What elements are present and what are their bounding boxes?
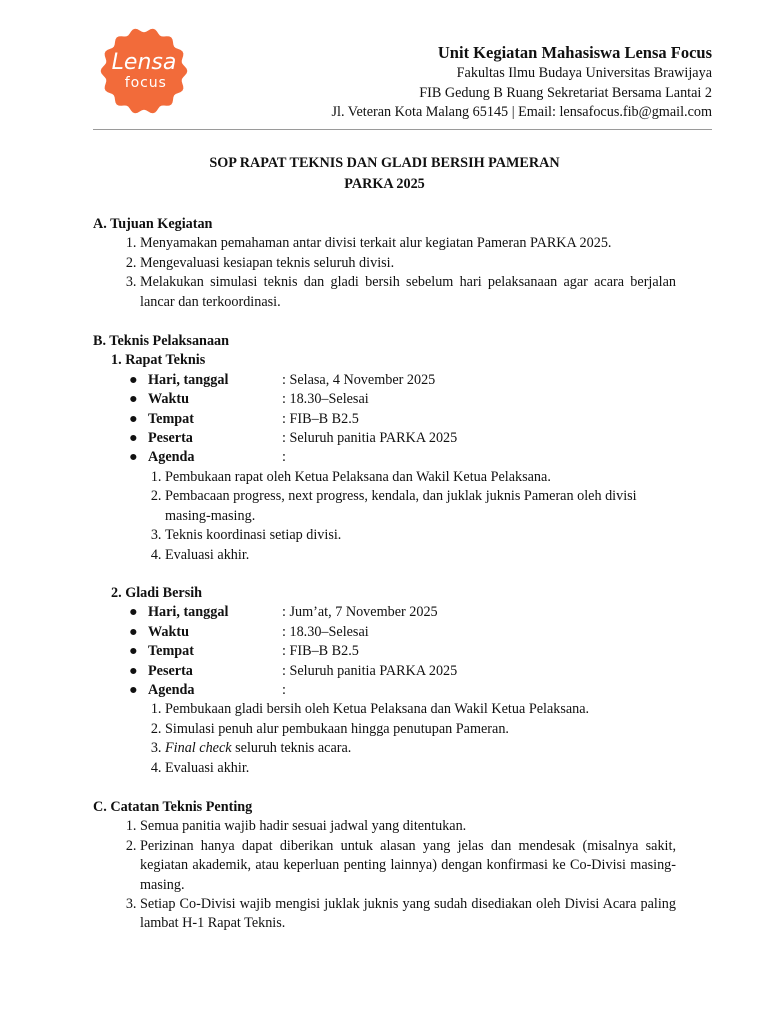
detail-label: Hari, tanggal xyxy=(148,371,229,388)
bullet-icon: ● xyxy=(129,643,138,660)
detail-item xyxy=(93,603,676,622)
subsection-heading-rapat: 1. Rapat Teknis xyxy=(111,352,206,369)
list-item: 1. Semua panitia wajib hadir sesuai jadwal yang ditentukan. xyxy=(140,817,676,836)
agenda-item: 4. Evaluasi akhir. xyxy=(165,546,676,565)
bullet-icon: ● xyxy=(129,410,138,427)
detail-item xyxy=(93,623,676,642)
detail-value: : FIB–B B2.5 xyxy=(282,410,359,427)
detail-value: : Seluruh panitia PARKA 2025 xyxy=(282,662,458,679)
faculty-line: Fakultas Ilmu Budaya Universitas Brawijaya xyxy=(456,65,712,81)
subsection-heading-gladi: 2. Gladi Bersih xyxy=(111,584,203,601)
section-heading: B. Teknis Pelaksanaan xyxy=(93,333,230,350)
gladi-agenda-list xyxy=(93,700,676,778)
building-line: FIB Gedung B Ruang Sekretariat Bersama Lantai 2 xyxy=(419,84,712,101)
title-line-2: PARKA 2025 xyxy=(344,176,425,192)
detail-value: : FIB–B B2.5 xyxy=(282,643,359,660)
objectives-list xyxy=(93,234,676,312)
agenda-item: 2. Simulasi penuh alur pembukaan hingga penutupan Pameran. xyxy=(165,720,676,739)
agenda-item: 2. Pembacaan progress, next progress, kendala, dan juklak juknis Pameran oleh divisi masing-masing. xyxy=(165,487,676,526)
detail-item xyxy=(93,371,676,390)
address-email-line: Jl. Veteran Kota Malang 65145 | Email: lensafocus.fib@gmail.com xyxy=(331,104,712,120)
detail-label: Tempat xyxy=(148,410,194,427)
notes-list xyxy=(93,817,676,933)
detail-item xyxy=(93,448,676,467)
document-title xyxy=(93,153,676,195)
header-divider xyxy=(93,129,712,130)
detail-label: Hari, tanggal xyxy=(148,604,229,621)
agenda-item: 1. Pembukaan gladi bersih oleh Ketua Pelaksana dan Wakil Ketua Pelaksana. xyxy=(165,700,676,719)
letterhead xyxy=(192,42,712,123)
list-item: 2. Perizinan hanya dapat diberikan untuk alasan yang jelas dan mendesak (misalnya sakit, kegiatan akademik, atau keperluan penting lainnya) dengan konfirmasi ke Co-Divisi masing-masing. xyxy=(140,837,676,895)
detail-item xyxy=(93,681,676,700)
list-item: 3. Setiap Co-Divisi wajib mengisi juklak juknis yang sudah disediakan oleh Divisi Acara paling lambat H-1 Rapat Teknis. xyxy=(140,895,676,934)
list-item: 3. Melakukan simulasi teknis dan gladi bersih sebelum hari pelaksanaan agar acara berjalan lancar dan terkoordinasi. xyxy=(140,273,676,312)
detail-item xyxy=(93,390,676,409)
gladi-details-list xyxy=(93,603,676,700)
section-tujuan xyxy=(93,215,676,312)
list-item: 2. Mengevaluasi kesiapan teknis seluruh divisi. xyxy=(140,254,676,273)
detail-item xyxy=(93,642,676,661)
detail-item xyxy=(93,410,676,429)
agenda-item: 3. Teknis koordinasi setiap divisi. xyxy=(165,526,676,545)
detail-item xyxy=(93,662,676,681)
agenda-item: 4. Evaluasi akhir. xyxy=(165,759,676,778)
bullet-icon: ● xyxy=(129,371,138,388)
bullet-icon: ● xyxy=(129,604,138,621)
detail-label: Peserta xyxy=(148,662,193,679)
detail-label: Agenda xyxy=(148,681,195,698)
bullet-icon: ● xyxy=(129,681,138,698)
detail-value: : xyxy=(282,449,286,466)
title-line-1: SOP RAPAT TEKNIS DAN GLADI BERSIH PAMERAN xyxy=(209,155,560,171)
detail-value: : xyxy=(282,681,286,698)
logo-text-lensa: Lensa xyxy=(111,50,177,76)
agenda-item-rest: seluruh teknis acara. xyxy=(231,740,352,757)
bullet-icon: ● xyxy=(129,662,138,679)
detail-value: : Jum’at, 7 November 2025 xyxy=(282,604,438,621)
rapat-agenda-list xyxy=(93,468,676,565)
detail-label: Waktu xyxy=(148,623,190,640)
bullet-icon: ● xyxy=(129,623,138,640)
bullet-icon: ● xyxy=(129,430,138,447)
section-heading: C. Catatan Teknis Penting xyxy=(93,798,253,815)
logo-text-focus: focus xyxy=(124,74,167,91)
detail-value: : Selasa, 4 November 2025 xyxy=(282,371,436,388)
document-body xyxy=(93,153,676,934)
section-heading: A. Tujuan Kegiatan xyxy=(93,216,213,232)
agenda-item: 1. Pembukaan rapat oleh Ketua Pelaksana dan Wakil Ketua Pelaksana. xyxy=(165,468,676,487)
bullet-icon: ● xyxy=(129,391,138,408)
detail-value: : Seluruh panitia PARKA 2025 xyxy=(282,430,458,447)
section-teknis xyxy=(93,332,676,778)
detail-item xyxy=(93,429,676,448)
detail-value: : 18.30–Selesai xyxy=(282,623,369,640)
detail-value: : 18.30–Selesai xyxy=(282,391,369,408)
agenda-item-italic: Final check xyxy=(165,740,232,757)
organization-name: Unit Kegiatan Mahasiswa Lensa Focus xyxy=(437,43,712,62)
agenda-item xyxy=(165,739,676,758)
rapat-details-list xyxy=(93,371,676,468)
detail-label: Peserta xyxy=(148,430,193,447)
lensa-focus-logo xyxy=(100,27,188,115)
section-catatan xyxy=(93,798,676,934)
detail-label: Agenda xyxy=(148,449,195,466)
list-item: 1. Menyamakan pemahaman antar divisi terkait alur kegiatan Pameran PARKA 2025. xyxy=(140,234,676,253)
bullet-icon: ● xyxy=(129,449,138,466)
detail-label: Waktu xyxy=(148,391,190,408)
detail-label: Tempat xyxy=(148,643,194,660)
